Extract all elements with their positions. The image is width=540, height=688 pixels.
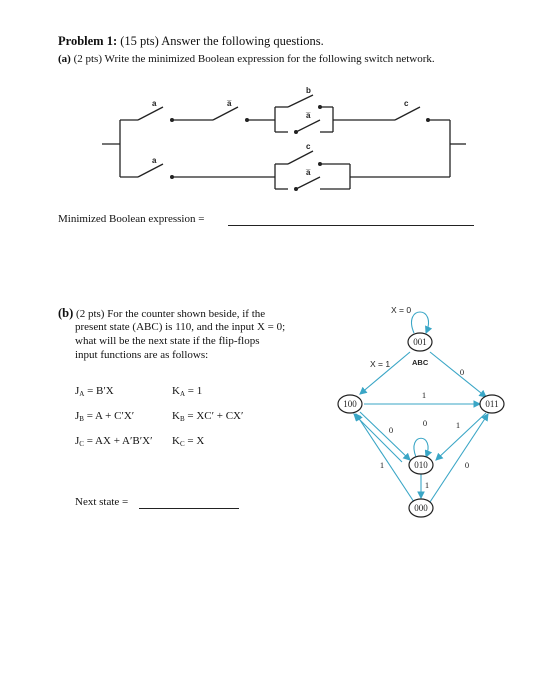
- edge-label-8: 0: [464, 460, 470, 470]
- switch-label-top-2: a̅: [227, 99, 232, 108]
- state-label-000: 000: [414, 503, 428, 513]
- label-x-equals-0: X = 0: [391, 305, 412, 315]
- problem-number: Problem 1:: [58, 34, 118, 48]
- edge-label-6: 1: [379, 460, 385, 470]
- switch-label-bottom-2: c: [306, 142, 311, 151]
- equation-ja: $J_A = B'X$: [75, 385, 114, 398]
- part-b-label: (b): [58, 306, 74, 320]
- label-x-equals-1: X = 1: [370, 359, 391, 369]
- part-b-text-1: (2 pts) For the counter shown beside, if the: [76, 308, 266, 320]
- part-b-text-3: what will be the next state if the flip-flops: [75, 335, 260, 347]
- part-a-answer-label: Minimized Boolean expression =: [58, 213, 205, 225]
- edge-label-1: 0: [459, 367, 465, 377]
- edge-label-5: 1: [455, 420, 461, 430]
- equation-jb: $J_B = A + C'X'$: [75, 410, 135, 423]
- switch-label-top-5: c: [404, 99, 409, 108]
- part-a-label: (a): [58, 53, 71, 65]
- equation-ka: $K_A = 1$: [172, 385, 203, 398]
- equation-jc: $J_C$ = AX + A′B′X′: [75, 435, 153, 448]
- equation-kc: $K_C = X$: [172, 435, 205, 448]
- switch-label-bottom-3: a̅: [306, 168, 311, 177]
- part-a-text: (2 pts) Write the minimized Boolean expression for the following switch network.: [73, 53, 435, 65]
- part-b-text-4: input functions are as follows:: [75, 349, 209, 361]
- part-b-answer-label: Next state =: [75, 496, 129, 508]
- state-label-011: 011: [485, 399, 499, 409]
- edge-label-3: 0: [388, 425, 394, 435]
- switch-label-top-1: a: [152, 99, 157, 108]
- state-label-100: 100: [343, 399, 357, 409]
- edge-label-4: 0: [422, 418, 428, 428]
- part-b-text-2: present state (ABC) is 110, and the input X = 0;: [75, 321, 286, 333]
- state-label-001: 001: [413, 337, 427, 347]
- edge-label-7: 1: [424, 480, 430, 490]
- state-label-010: 010: [414, 460, 428, 470]
- switch-label-bottom-1: a: [152, 156, 157, 165]
- switch-label-top-4: a̅: [306, 111, 311, 120]
- label-abc: ABC: [412, 358, 429, 367]
- edge-label-2: 1: [421, 390, 427, 400]
- switch-label-top-3: b: [306, 86, 311, 95]
- problem-instruction: (15 pts) Answer the following questions.: [120, 34, 324, 48]
- equation-kb: $K_B = XC' + CX'$: [172, 410, 244, 423]
